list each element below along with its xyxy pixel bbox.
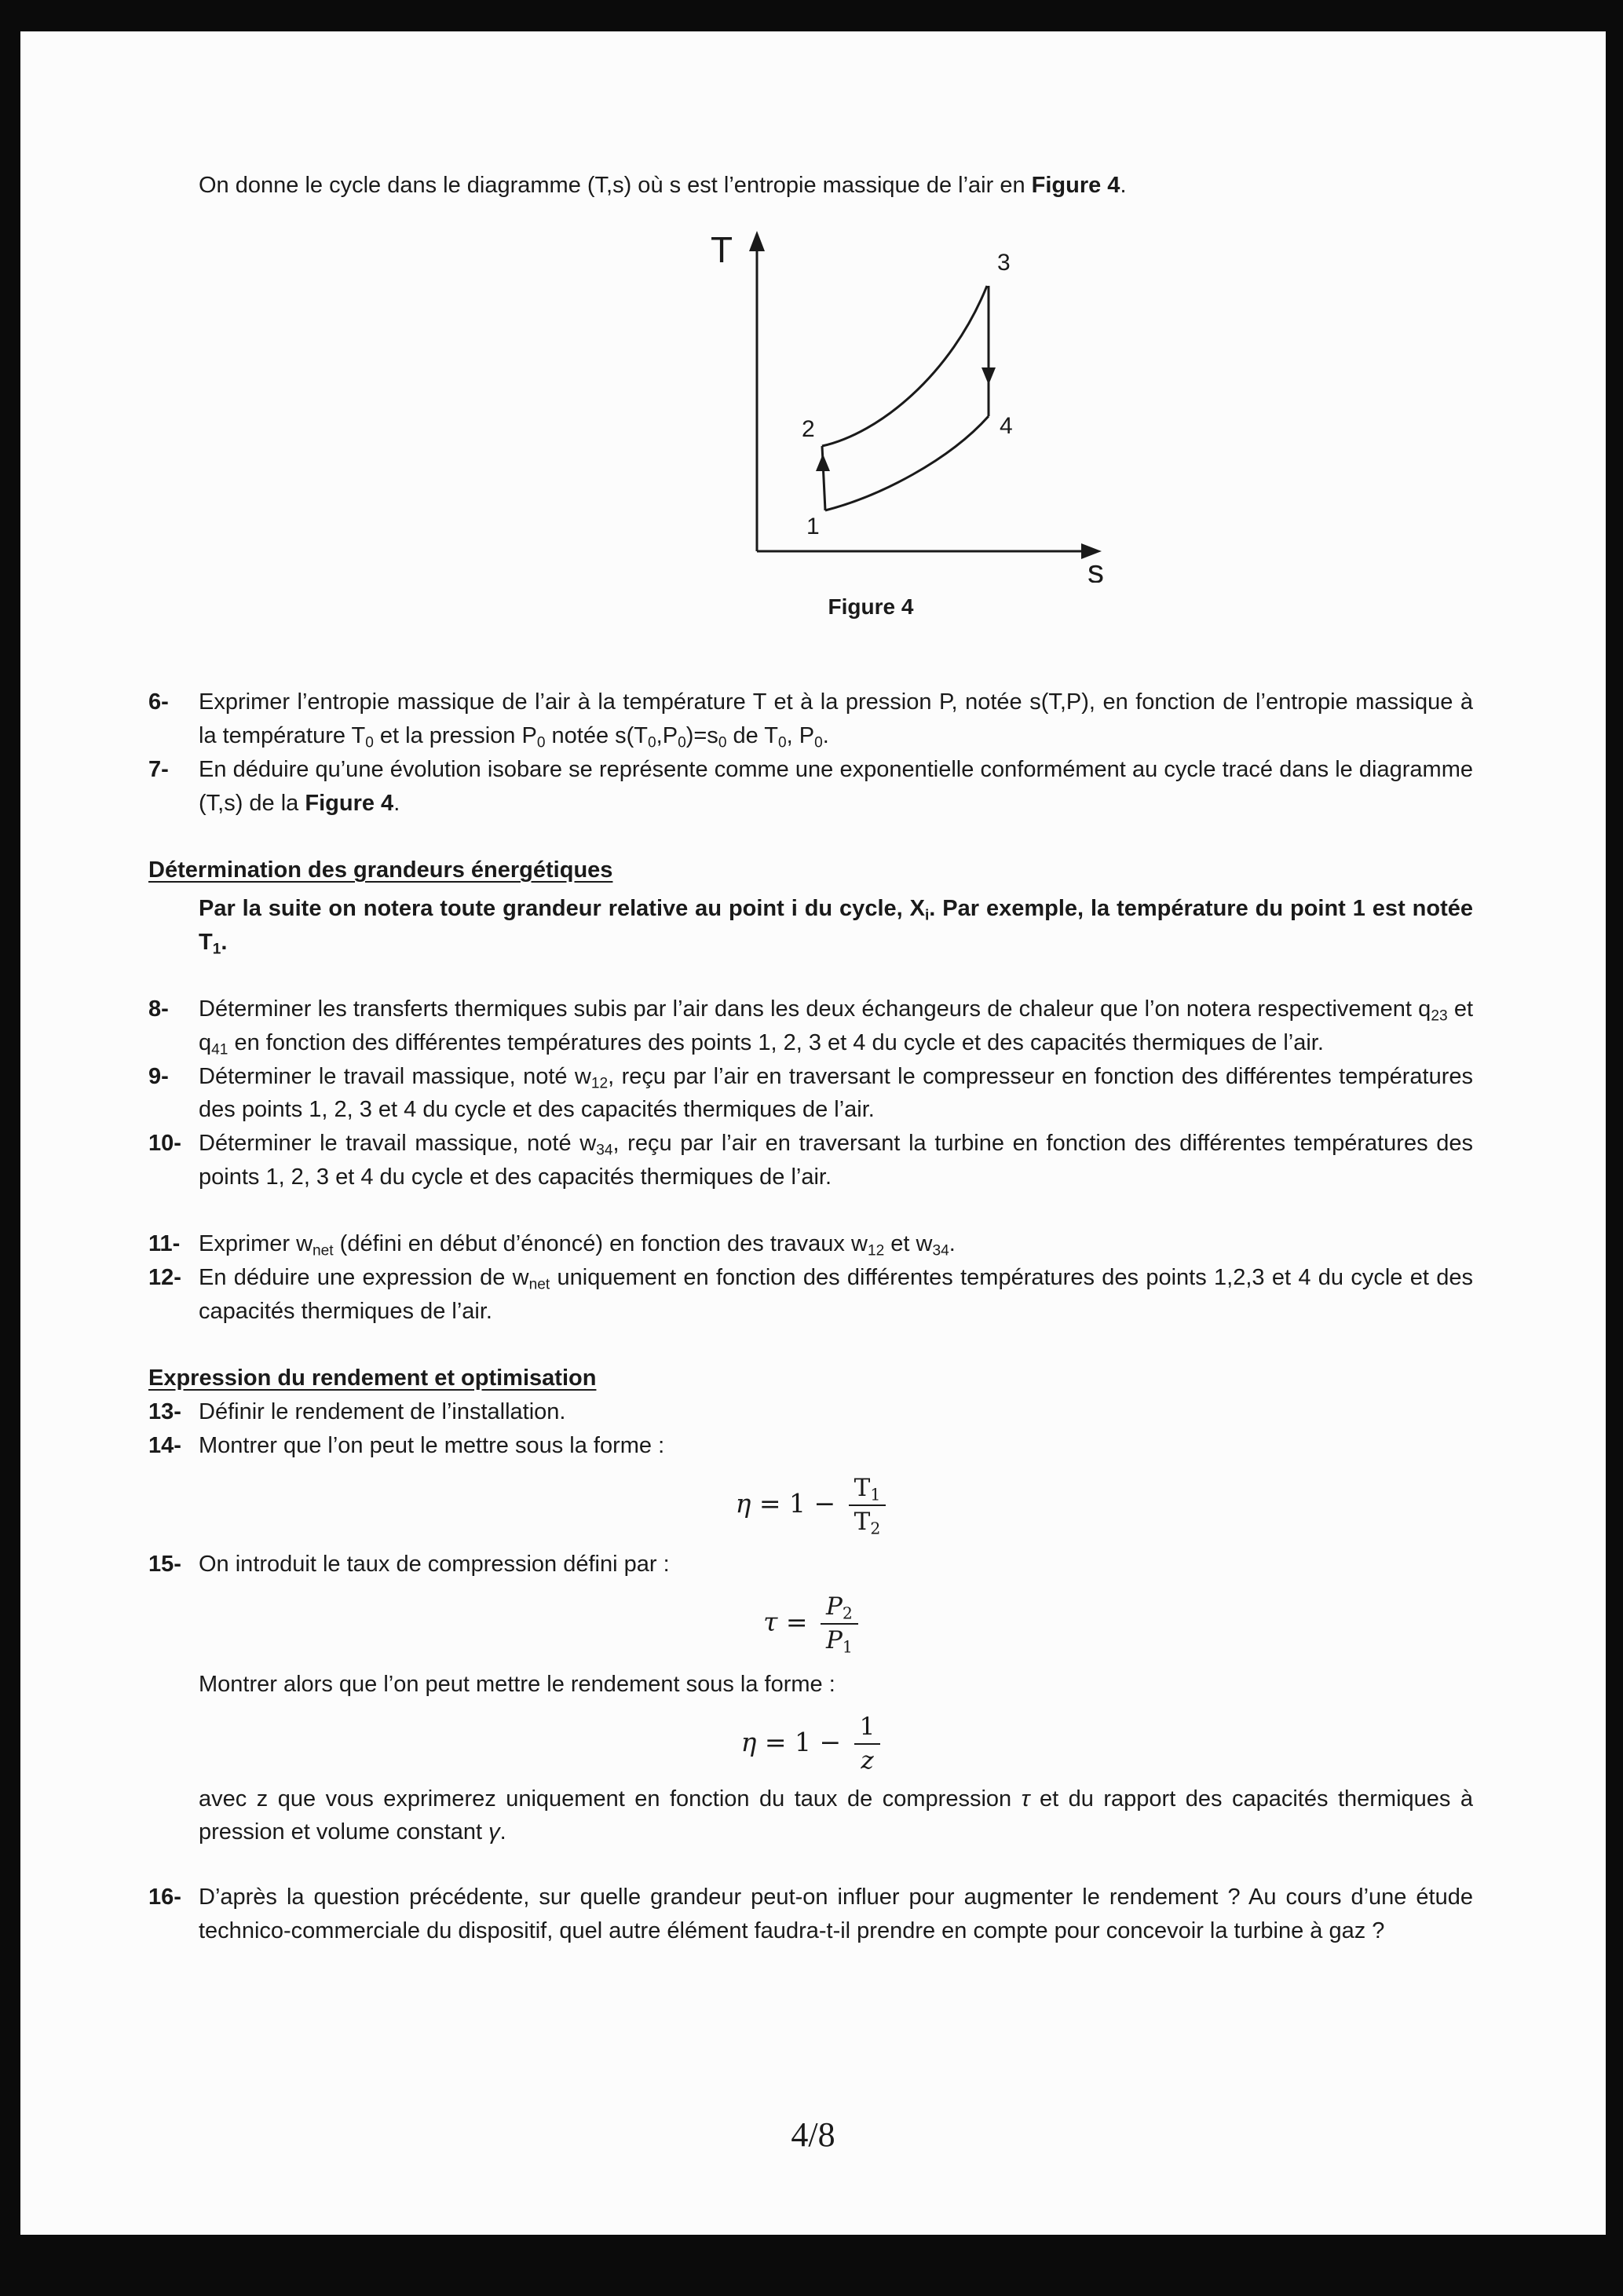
question-6 xyxy=(148,686,1473,753)
question-15-block xyxy=(148,1548,1473,1581)
question-16 xyxy=(148,1881,1473,1948)
question-16-block xyxy=(148,1881,1473,1948)
questions-8-10 xyxy=(148,993,1473,1194)
fraction-denominator: z xyxy=(861,1746,874,1775)
question-15-text: On introduit le taux de compression défini par : xyxy=(199,1551,670,1577)
figure-caption: Figure 4 xyxy=(828,594,914,619)
question-10 xyxy=(148,1127,1473,1194)
question-12-number: 12- xyxy=(148,1265,181,1291)
document-page xyxy=(20,31,1606,2235)
question-7-number: 7- xyxy=(148,757,169,783)
notation-note: Par la suite on notera toute grandeur relative au point i du cycle, $X_i$. Par exemple, la température du point 1 est notée $T_1$. xyxy=(199,895,1473,958)
question-16-text: D’après la question précédente, sur quelle grandeur peut-on influer pour augmenter le rendement ? Au cours d’une étude technico-commerciale du dispositif, quel autre élément faudra-t-il prendre en compte pour concevoir la turbine à gaz ? xyxy=(199,1885,1473,1944)
question-7-text: En déduire qu’une évolution isobare se représente comme une exponentielle conformément au cycle tracé dans le diagramme (T,s) de la Figure 4. xyxy=(199,757,1473,817)
question-12-text: En déduire une expression de $w_{net}$ uniquement en fonction des différentes températures des points 1,2,3 et 4 du cycle et des capacités thermiques de l’air. xyxy=(199,1265,1473,1324)
question-11-text: Exprimer $w_{net}$ (défini en début d’énoncé) en fonction des travaux $w_{12}$ et $w_{34}$. xyxy=(199,1231,956,1260)
intro-paragraph: On donne le cycle dans le diagramme (T,s) où s est l’entropie massique de l’air en Figure 4. xyxy=(199,173,1127,198)
arrow-up-icon xyxy=(816,454,830,471)
formula-taux-compression xyxy=(148,1592,1473,1655)
question-11 xyxy=(148,1227,1473,1261)
question-15-number: 15- xyxy=(148,1551,181,1577)
question-9 xyxy=(148,1060,1473,1128)
question-15 xyxy=(148,1548,1473,1581)
fraction-denominator: $P_1$ xyxy=(826,1626,853,1657)
fraction-numerator: 1 xyxy=(854,1713,881,1745)
question-16-number: 16- xyxy=(148,1885,181,1910)
question-8-text: Déterminer les transferts thermiques subis par l’air dans les deux échangeurs de chaleur que l’on notera respectivement $q_{23}$ et $q_{41}$ en fonction des différentes températures des points 1, 2, 3 et 4 du cycle et des capacités thermiques de l’air. xyxy=(199,996,1473,1058)
curve-2-3 xyxy=(822,286,987,446)
figure-4 xyxy=(620,221,1122,623)
question-9-number: 9- xyxy=(148,1063,169,1089)
t-axis-label: T xyxy=(711,229,733,270)
formula-lhs: η = 1 − xyxy=(735,1487,844,1519)
question-6-number: 6- xyxy=(148,689,169,715)
question-14-text: Montrer que l’on peut le mettre sous la forme : xyxy=(199,1432,665,1458)
fraction-numerator: $T_1$ xyxy=(849,1474,886,1506)
page-number: 4/8 xyxy=(791,2115,835,2154)
point-4-label: 4 xyxy=(1000,412,1013,439)
s-axis-label: s xyxy=(1087,552,1104,583)
question-13 xyxy=(148,1395,1473,1429)
curve-4-1 xyxy=(825,416,989,510)
question-12 xyxy=(148,1261,1473,1329)
fraction-numerator: $P_2$ xyxy=(821,1592,858,1625)
question-10-number: 10- xyxy=(148,1131,181,1157)
question-13-text: Définir le rendement de l’installation. xyxy=(199,1398,566,1424)
question-14-number: 14- xyxy=(148,1432,181,1458)
formula-lhs: η = 1 − xyxy=(740,1727,850,1758)
point-3-label: 3 xyxy=(997,249,1011,276)
arrow-down-icon xyxy=(981,367,996,385)
question-6-text: Exprimer l’entropie massique de l’air à la température T et à la pression P, notée s(T,P), en fonction de l’entropie massique à la température $T_0$ et la pression $P_0$ notée $s(T_0,P_0)=s_0$ de $T_0$, $P_0$. xyxy=(199,689,1473,751)
question-8 xyxy=(148,993,1473,1060)
question-14 xyxy=(148,1429,1473,1463)
paragraph-montrer-alors: Montrer alors que l’on peut mettre le rendement sous la forme : xyxy=(199,1672,835,1698)
question-10-text: Déterminer le travail massique, noté $w_{34}$, reçu par l’air en traversant la turbine en fonction des différentes températures des points 1, 2, 3 et 4 du cycle et des capacités thermiques de l’air. xyxy=(199,1131,1473,1190)
ts-diagram xyxy=(620,221,1122,583)
formula-rendement-z xyxy=(148,1713,1473,1775)
questions-13-14 xyxy=(148,1395,1473,1463)
paragraph-avec-z: avec z que vous exprimerez uniquement en fonction du taux de compression τ et du rapport des capacités thermiques à pression et volume constant γ. xyxy=(199,1786,1474,1845)
question-11-number: 11- xyxy=(148,1231,181,1257)
questions-6-7 xyxy=(148,686,1473,821)
section-heading-grandeurs-energetiques: Détermination des grandeurs énergétiques xyxy=(148,857,613,883)
question-7 xyxy=(148,753,1473,821)
t-axis-arrow-icon xyxy=(749,231,765,251)
fraction xyxy=(854,1713,881,1775)
questions-11-12 xyxy=(148,1227,1473,1329)
section-heading-rendement: Expression du rendement et optimisation xyxy=(148,1365,597,1391)
point-1-label: 1 xyxy=(806,513,820,539)
point-2-label: 2 xyxy=(802,415,815,442)
formula-lhs: τ = xyxy=(763,1607,817,1638)
question-13-number: 13- xyxy=(148,1398,181,1424)
fraction xyxy=(821,1592,858,1655)
fraction xyxy=(849,1474,886,1537)
question-8-number: 8- xyxy=(148,996,169,1022)
fraction-denominator: $T_2$ xyxy=(854,1507,881,1538)
question-9-text: Déterminer le travail massique, noté $w_{12}$, reçu par l’air en traversant le compresseur en fonction des différentes températures des points 1, 2, 3 et 4 du cycle et des capacités thermiques de l’air. xyxy=(199,1063,1474,1123)
formula-rendement-t1-t2 xyxy=(148,1474,1473,1537)
